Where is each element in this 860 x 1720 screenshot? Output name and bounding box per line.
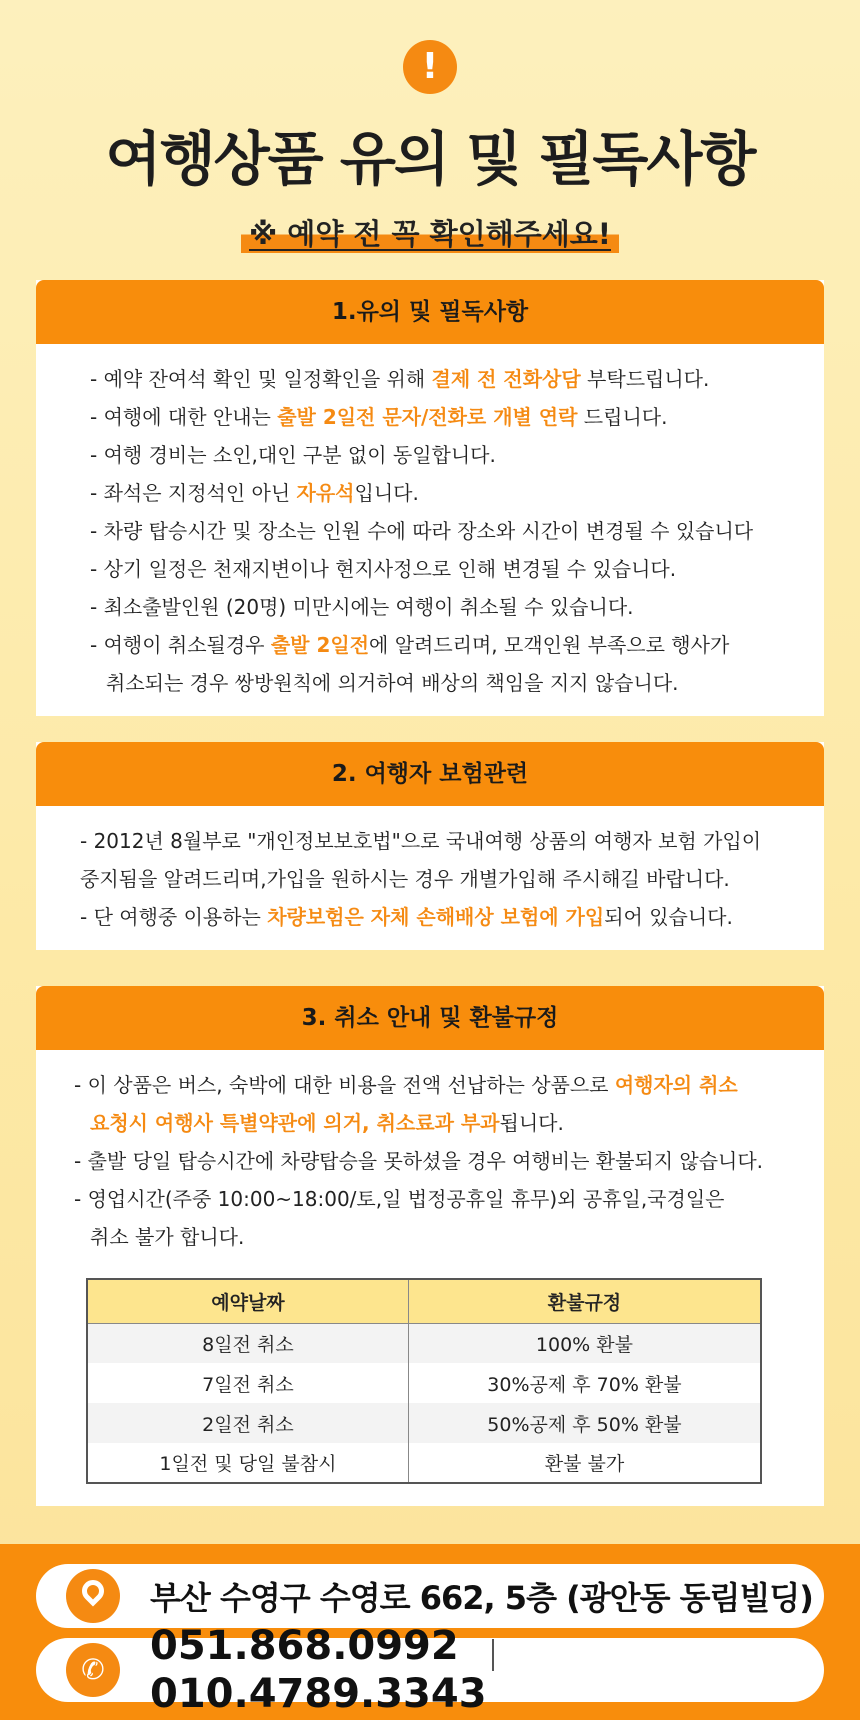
- table-cell: 7일전 취소: [87, 1363, 408, 1403]
- insurance-line: 중지됨을 알려드리며,가입을 원하시는 경우 개별가입해 주시해길 바랍니다.: [80, 867, 730, 891]
- section-title: 2. 여행자 보험관련: [36, 742, 824, 806]
- notice-line: - 여행 경비는 소인,대인 구분 없이 동일합니다.: [90, 443, 496, 467]
- table-cell: 1일전 및 당일 불참시: [87, 1443, 408, 1483]
- notice-line: - 여행이 취소될경우 출발 2일전에 알려드리며, 모객인원 부족으로 행사가: [90, 633, 730, 657]
- cancel-line: 취소 불가 합니다.: [90, 1225, 245, 1249]
- table-cell: 2일전 취소: [87, 1403, 408, 1443]
- notice-line: - 최소출발인원 (20명) 미만시에는 여행이 취소될 수 있습니다.: [90, 595, 634, 619]
- cancel-line: - 영업시간(주중 10:00~18:00/토,일 법정공휴일 휴무)외 공휴일,국경일은: [74, 1187, 725, 1211]
- table-cell: 8일전 취소: [87, 1323, 408, 1363]
- table-header: 환불규정: [408, 1279, 761, 1323]
- cancel-line: 요청시 여행사 특별약관에 의거, 취소료과 부과됩니다.: [90, 1111, 564, 1135]
- table-cell: 50%공제 후 50% 환불: [408, 1403, 761, 1443]
- table-cell: 환불 불가: [408, 1443, 761, 1483]
- cancel-line: - 출발 당일 탑승시간에 차량탑승을 못하셨을 경우 여행비는 환불되지 않습니다.: [74, 1149, 764, 1173]
- notice-line: - 차량 탑승시간 및 장소는 인원 수에 따라 장소와 시간이 변경될 수 있습니다: [90, 519, 754, 543]
- notice-line: - 상기 일정은 천재지변이나 현지사정으로 인해 변경될 수 있습니다.: [90, 557, 677, 581]
- table-row: [87, 1363, 761, 1403]
- notice-line: - 좌석은 지정석인 아닌 자유석입니다.: [90, 481, 419, 505]
- exclamation-icon: !: [403, 40, 457, 94]
- phone-number-2[interactable]: 010.4789.3343: [150, 1670, 487, 1717]
- section-title: 1.유의 및 필독사항: [36, 280, 824, 344]
- phone-bar[interactable]: [36, 1623, 824, 1717]
- refund-table: [86, 1278, 762, 1484]
- section-title: 3. 취소 안내 및 환불규정: [36, 986, 824, 1050]
- page-title: 여행상품 유의 및 필독사항: [105, 125, 755, 193]
- divider: [492, 1639, 494, 1671]
- notice-line: - 여행에 대한 안내는 출발 2일전 문자/전화로 개별 연락 드립니다.: [90, 405, 668, 429]
- table-header-row: [87, 1279, 761, 1323]
- address-text: 부산 수영구 수영로 662, 5층 (광안동 동림빌딩): [150, 1579, 813, 1617]
- phone-icon: ✆: [66, 1643, 120, 1697]
- phone-number-1[interactable]: 051.868.0992: [150, 1623, 459, 1670]
- table-row: [87, 1403, 761, 1443]
- notice-line: 취소되는 경우 쌍방원칙에 의거하여 배상의 책임을 지지 않습니다.: [106, 671, 679, 695]
- table-row: [87, 1323, 761, 1363]
- notice-section: [36, 280, 824, 716]
- page-header: [0, 0, 860, 253]
- cancel-line: - 이 상품은 버스, 숙박에 대한 비용을 전액 선납하는 상품으로 여행자의 취소: [74, 1073, 738, 1097]
- notice-line: - 예약 잔여석 확인 및 일정확인을 위해 결제 전 전화상담 부탁드립니다.: [90, 367, 710, 391]
- table-row: [87, 1443, 761, 1483]
- table-cell: 30%공제 후 70% 환불: [408, 1363, 761, 1403]
- address-bar: [36, 1564, 824, 1628]
- insurance-line: - 단 여행중 이용하는 차량보험은 자체 손해배상 보험에 가입되어 있습니다.: [80, 905, 733, 929]
- cancellation-section: [36, 986, 824, 1506]
- location-pin-icon: [66, 1569, 120, 1623]
- contact-footer: [0, 1544, 860, 1720]
- insurance-line: - 2012년 8월부로 "개인정보보호법"으로 국내여행 상품의 여행자 보험 가입이: [80, 829, 762, 853]
- table-cell: 100% 환불: [408, 1323, 761, 1363]
- insurance-section: [36, 742, 824, 950]
- table-header: 예약날짜: [87, 1279, 408, 1323]
- page-subtitle: ※ 예약 전 꼭 확인해주세요!: [241, 212, 619, 253]
